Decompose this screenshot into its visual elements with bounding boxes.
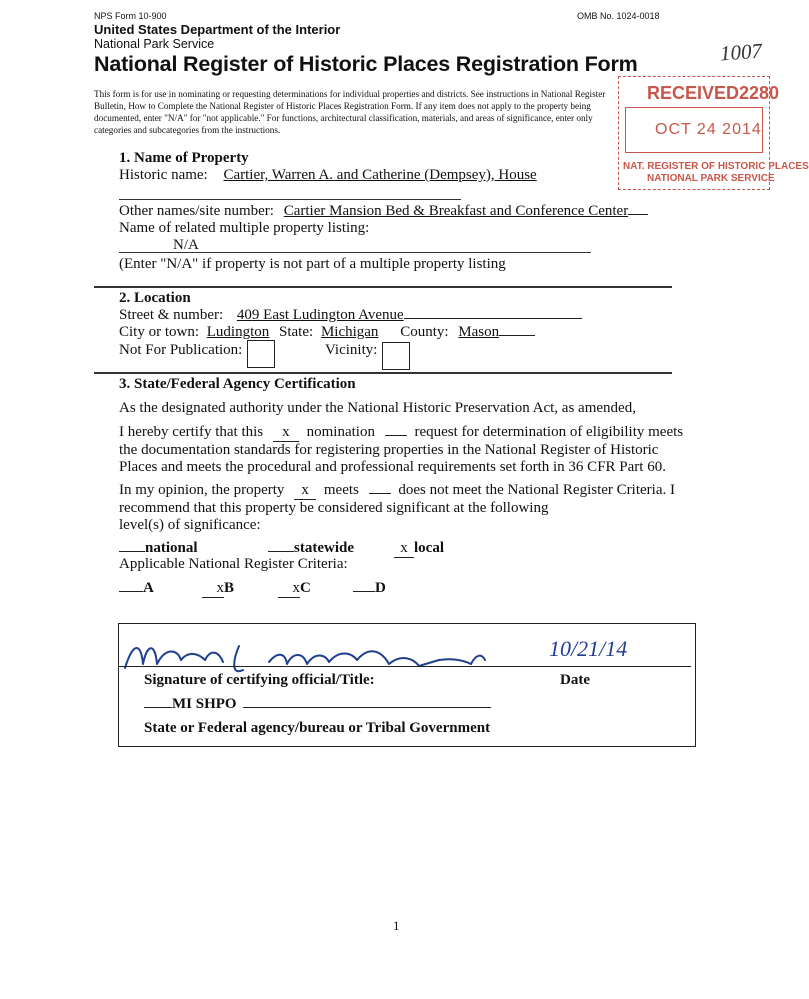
city-label: City or town: bbox=[119, 324, 200, 340]
blank-line bbox=[404, 318, 582, 319]
blank-line bbox=[353, 591, 375, 592]
instructions-line: Bulletin, How to Complete the National Register of Historic Places Registration Form. If any item does not apply to the property being bbox=[94, 101, 591, 111]
historic-name-row bbox=[119, 167, 537, 184]
blank-line bbox=[499, 335, 535, 336]
historic-name-value: Cartier, Warren A. and Catherine (Dempsey), House bbox=[223, 167, 537, 183]
other-names-label: Other names/site number: bbox=[119, 203, 274, 219]
signature-block bbox=[118, 623, 696, 747]
page-number: 1 bbox=[393, 918, 400, 933]
not-for-publication-checkbox[interactable] bbox=[247, 340, 275, 368]
criteria-label: Applicable National Register Criteria: bbox=[119, 556, 348, 572]
city-value: Ludington bbox=[206, 324, 270, 340]
certify-line: the documentation standards for registering properties in the National Register of Historic bbox=[119, 442, 659, 458]
opinion-meets-mark: x bbox=[294, 482, 316, 500]
opinion-paragraph bbox=[119, 482, 675, 534]
other-names-row bbox=[119, 203, 648, 220]
section-2-heading: 2. Location bbox=[119, 290, 191, 306]
criterion-a: A bbox=[119, 580, 154, 597]
certify-paragraph bbox=[119, 424, 683, 476]
handwritten-number: 1007 bbox=[719, 38, 763, 66]
certify-nomination: nomination bbox=[306, 424, 375, 440]
title-row bbox=[144, 696, 491, 713]
street-row bbox=[119, 307, 582, 324]
divider bbox=[119, 252, 591, 253]
opinion-line: recommend that this property be considered significant at the following bbox=[119, 500, 549, 516]
blank-line bbox=[268, 551, 294, 552]
county-value: Mason bbox=[458, 324, 500, 340]
stamp-received: RECEIVED2280 bbox=[647, 83, 780, 103]
opinion-not-meet: does not meet the National Register Criteria. I bbox=[398, 482, 675, 498]
other-names-value: Cartier Mansion Bed & Breakfast and Conference Center bbox=[283, 203, 629, 219]
blank-line bbox=[385, 435, 407, 436]
level-local: x local bbox=[394, 540, 444, 558]
certify-request: request for determination of eligibility meets bbox=[414, 424, 684, 440]
criterion-b: xB bbox=[202, 580, 234, 598]
stamp-line2: NATIONAL PARK SERVICE bbox=[647, 173, 775, 184]
section-1-heading: 1. Name of Property bbox=[119, 150, 249, 166]
instructions bbox=[94, 88, 605, 136]
blank-line bbox=[119, 591, 143, 592]
instructions-line: categories and subcategories from the instructions. bbox=[94, 125, 281, 135]
not-for-publication-label: Not For Publication: bbox=[119, 342, 243, 358]
department-name: United States Department of the Interior bbox=[94, 22, 341, 37]
state-value: Michigan bbox=[320, 324, 379, 340]
section-divider bbox=[94, 372, 672, 374]
multiple-listing-value: N/A bbox=[173, 237, 199, 253]
criterion-c: xC bbox=[278, 580, 311, 598]
vicinity-checkbox[interactable] bbox=[382, 342, 410, 370]
form-number: NPS Form 10-900 bbox=[94, 11, 167, 21]
level-national: national bbox=[119, 540, 198, 557]
blank-line bbox=[243, 707, 491, 708]
vicinity-label: Vicinity: bbox=[325, 342, 378, 358]
opinion-line: level(s) of significance: bbox=[119, 517, 261, 533]
signature-line bbox=[119, 666, 691, 667]
blank-line bbox=[144, 707, 172, 708]
signature-label: Signature of certifying official/Title: bbox=[144, 672, 375, 688]
opinion-text: In my opinion, the property bbox=[119, 482, 285, 498]
criterion-c-mark: x bbox=[278, 580, 300, 598]
agency-label: State or Federal agency/bureau or Tribal Government bbox=[144, 720, 491, 736]
stamp-line1: NAT. REGISTER OF HISTORIC PLACES bbox=[623, 161, 809, 172]
opinion-meets: meets bbox=[323, 482, 359, 498]
blank-line bbox=[119, 551, 145, 552]
date-label: Date bbox=[560, 672, 590, 688]
section-divider bbox=[94, 286, 672, 288]
page-title: National Register of Historic Places Registration Form bbox=[94, 52, 638, 76]
street-label: Street & number: bbox=[119, 307, 224, 323]
title-value: MI SHPO bbox=[172, 696, 237, 712]
street-value: 409 East Ludington Avenue bbox=[236, 307, 404, 323]
certify-mark: x bbox=[273, 424, 299, 442]
signature-date: 10/21/14 bbox=[549, 636, 628, 661]
section-3-heading: 3. State/Federal Agency Certification bbox=[119, 376, 356, 392]
divider bbox=[119, 199, 461, 200]
blank-line bbox=[628, 214, 648, 215]
city-row bbox=[119, 324, 535, 341]
multiple-listing-label: Name of related multiple property listing: bbox=[119, 220, 370, 236]
local-mark: x bbox=[394, 540, 414, 558]
state-label: State: bbox=[279, 324, 314, 340]
county-label: County: bbox=[400, 324, 449, 340]
omb-number: OMB No. 1024-0018 bbox=[577, 11, 660, 21]
service-name: National Park Service bbox=[94, 37, 215, 51]
historic-name-label: Historic name: bbox=[119, 167, 208, 183]
multiple-listing-note: (Enter "N/A" if property is not part of a multiple property listing bbox=[119, 256, 506, 272]
instructions-line: documented, enter "N/A" for "not applicable." For functions, architectural classification, materials, and areas of significance, enter only bbox=[94, 113, 593, 123]
received-stamp bbox=[618, 76, 809, 190]
instructions-line: This form is for use in nominating or requesting determinations for individual properties and districts. See instructions in National Register bbox=[94, 89, 606, 99]
blank-line bbox=[369, 493, 391, 494]
level-statewide: statewide bbox=[268, 540, 354, 557]
authority-text: As the designated authority under the National Historic Preservation Act, as amended, bbox=[119, 400, 636, 416]
criterion-d: D bbox=[353, 580, 386, 597]
certify-line: Places and meets the procedural and professional requirements set forth in 36 CFR Part 60. bbox=[119, 459, 666, 475]
certify-text: I hereby certify that this bbox=[119, 424, 264, 440]
criterion-b-mark: x bbox=[202, 580, 224, 598]
stamp-date: OCT 24 2014 bbox=[655, 121, 762, 138]
